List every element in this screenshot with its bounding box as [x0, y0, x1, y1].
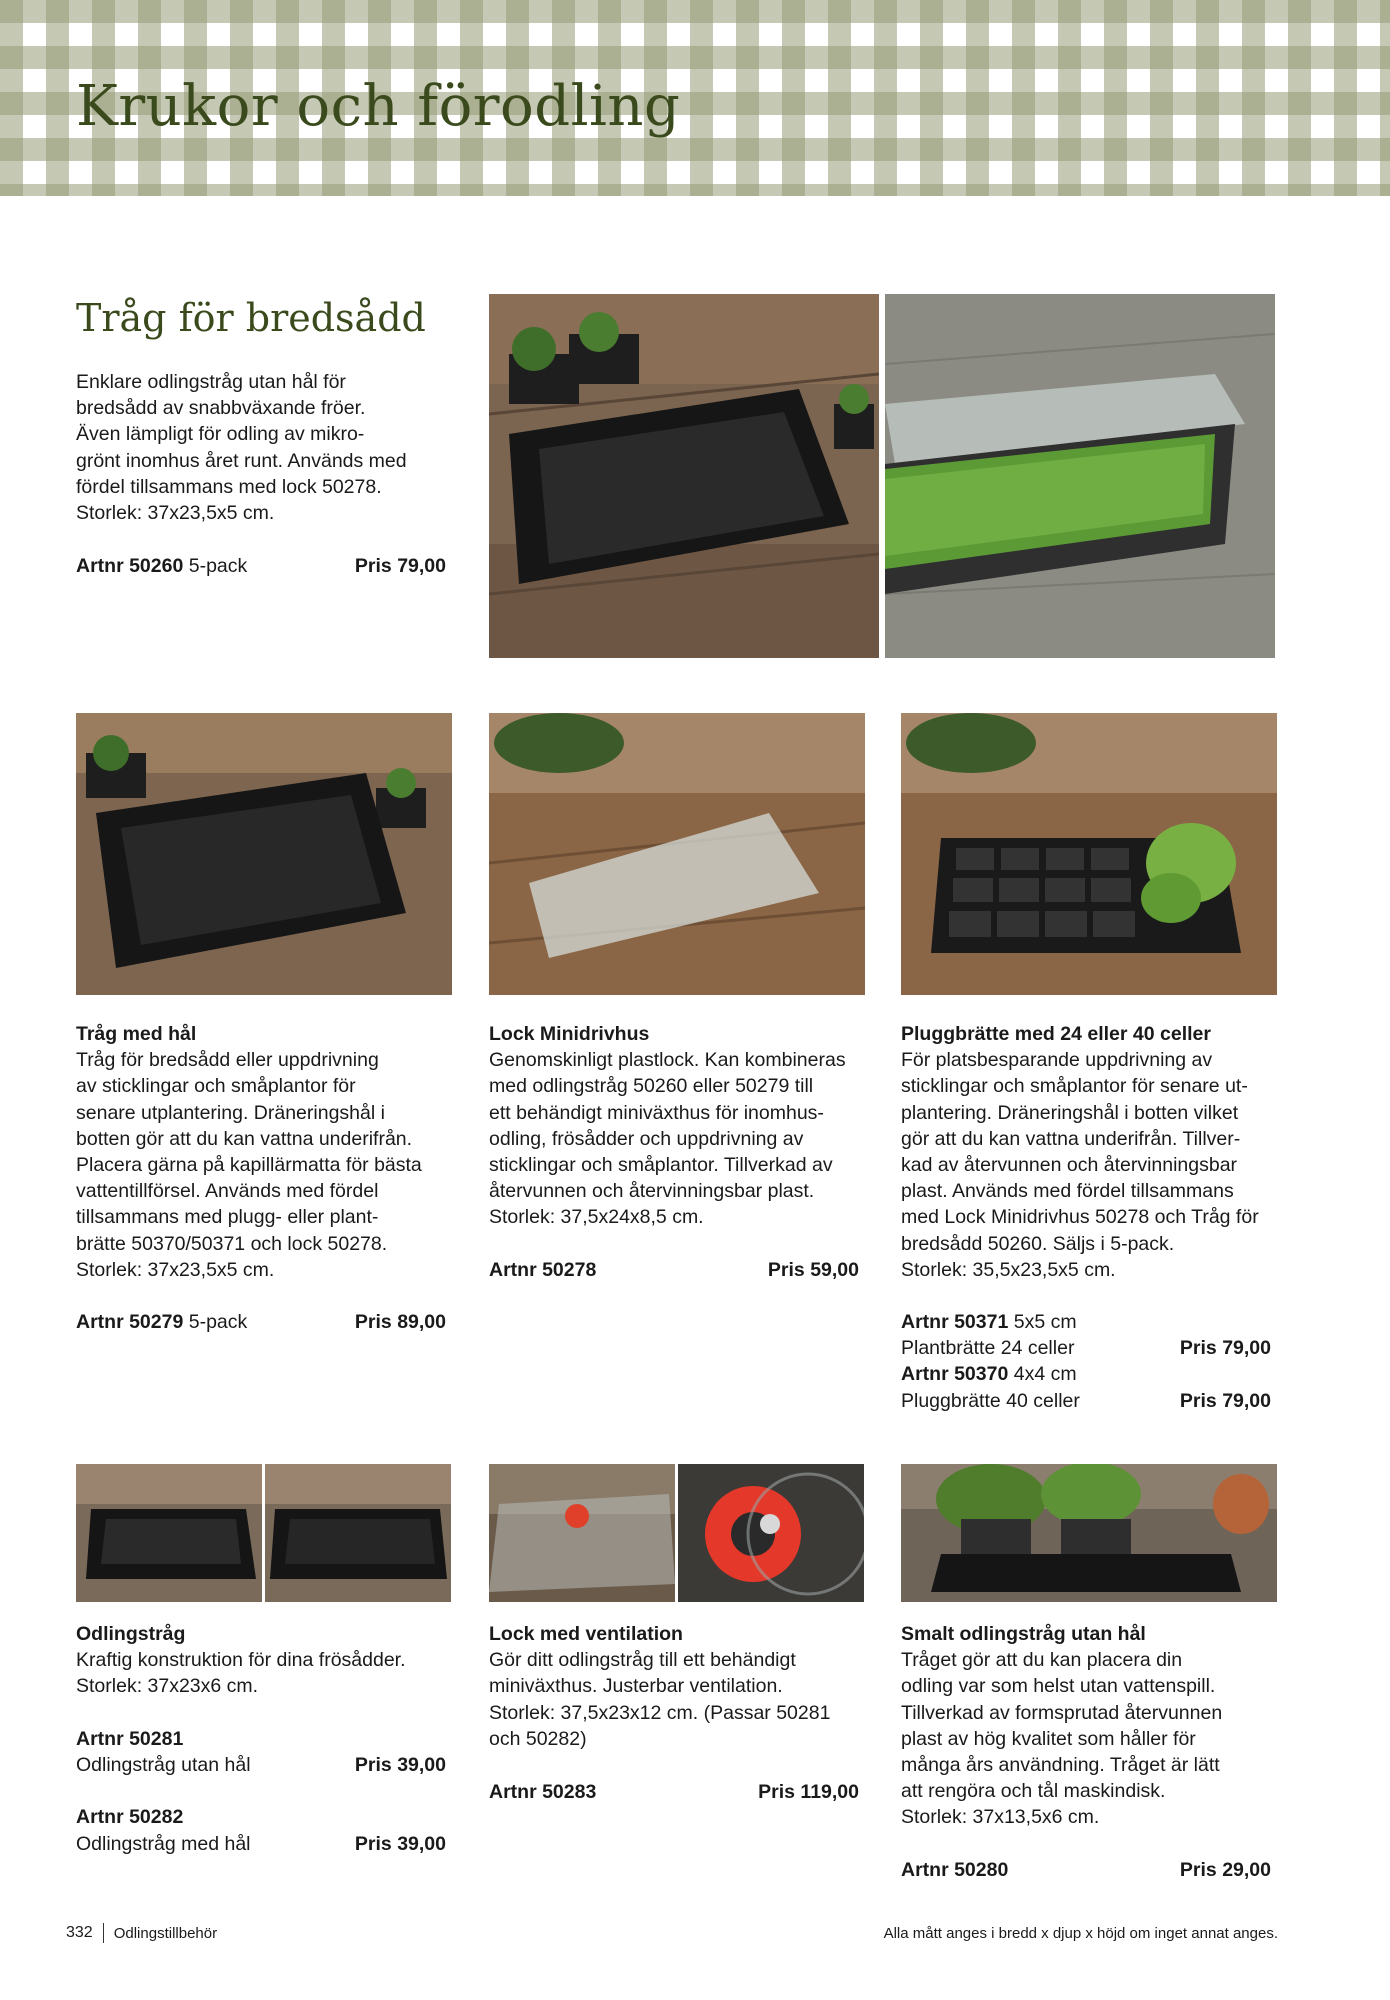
- price: Pris 79,00: [1179, 1389, 1271, 1412]
- pack-size: 5-pack: [188, 1311, 248, 1333]
- lock-ventilation-photo-1: [489, 1464, 675, 1602]
- lid-with-microgreens-photo: [885, 294, 1275, 658]
- footer-page-info: [66, 1923, 217, 1943]
- tray-photo: [489, 294, 879, 658]
- footer-section: Odlingstillbehör: [113, 1924, 218, 1942]
- variant-row: [901, 1335, 1271, 1361]
- text-line: kad av återvunnen och återvinningsbar: [901, 1154, 1238, 1177]
- article-row: [489, 1257, 859, 1283]
- text-line: plast. Används med fördel tillsammans: [901, 1180, 1234, 1203]
- text-line: av sticklingar och småplantor för: [76, 1075, 356, 1098]
- product-title: Tråg med hål: [76, 1023, 197, 1045]
- text-line: ett behändigt miniväxthus för inomhus-: [489, 1101, 824, 1124]
- text-line: Även lämpligt för odling av mikro-: [76, 423, 365, 446]
- cell-size: 5x5 cm: [1013, 1311, 1077, 1333]
- variant-list: [901, 1309, 1271, 1414]
- article-number: Artnr 50279: [76, 1311, 184, 1333]
- text-line: botten gör att du kan vattna underifrån.: [76, 1127, 413, 1150]
- product-pluggbratte: [901, 1021, 1281, 1283]
- text-line: Storlek: 37,5x24x8,5 cm.: [489, 1206, 704, 1229]
- price: Pris 29,00: [1179, 1859, 1271, 1881]
- text-line: senare utplantering. Dräneringshål i: [76, 1101, 385, 1124]
- price: Pris 119,00: [758, 1781, 859, 1803]
- text-line: Kraftig konstruktion för dina frösådder.: [76, 1649, 406, 1672]
- tray-with-holes-photo: [76, 713, 452, 995]
- footer-note: Alla mått anges i bredd x djup x höjd om inget annat anges.: [883, 1925, 1278, 1942]
- text-line: många års användning. Tråget är lätt: [901, 1754, 1220, 1777]
- text-line: Storlek: 37x23x6 cm.: [76, 1675, 259, 1698]
- text-line: med odlingstråg 50260 eller 50279 till: [489, 1075, 814, 1098]
- text-line: Gör ditt odlingstråg till ett behändigt: [489, 1649, 796, 1672]
- price: Pris 79,00: [1179, 1337, 1271, 1360]
- price: Pris 39,00: [354, 1832, 446, 1855]
- product-title: Lock med ventilation: [489, 1623, 683, 1645]
- text-line: brätte 50370/50371 och lock 50278.: [76, 1232, 388, 1255]
- text-line: med Lock Minidrivhus 50278 och Tråg för: [901, 1206, 1259, 1229]
- footer-divider: [103, 1923, 104, 1943]
- text-line: Storlek: 37x23,5x5 cm.: [76, 1258, 275, 1281]
- product-title: Odlingstråg: [76, 1623, 186, 1645]
- article-row: [901, 1857, 1271, 1883]
- text-line: tillsammans med plugg- eller plant-: [76, 1206, 379, 1229]
- text-line: Tillverkad av formsprutad återvunnen: [901, 1701, 1223, 1724]
- text-line: Placera gärna på kapillärmatta för bästa: [76, 1154, 422, 1177]
- text-line: vattentillförsel. Används med fördel: [76, 1180, 379, 1203]
- pack-size: 5-pack: [188, 555, 248, 577]
- text-line: att rengöra och tål maskindisk.: [901, 1780, 1166, 1803]
- page-title: Krukor och förodling: [76, 74, 681, 139]
- article-number: Artnr 50281: [76, 1728, 184, 1750]
- section-title: Tråg för bredsådd: [76, 296, 426, 340]
- variant-header: [901, 1361, 1271, 1387]
- text-line: grönt inomhus året runt. Används med: [76, 449, 407, 472]
- text-line: odling, frösådder och uppdrivning av: [489, 1127, 804, 1150]
- article-number: Artnr 50371: [901, 1311, 1009, 1333]
- article-number: Artnr 50278: [489, 1259, 597, 1281]
- text-line: sticklingar och småplantor. Tillverkad av: [489, 1154, 833, 1177]
- product-smalt-trag: [901, 1621, 1281, 1831]
- page-number: 332: [66, 1924, 93, 1941]
- text-line: För platsbesparande uppdrivning av: [901, 1049, 1213, 1072]
- product-title: Smalt odlingstråg utan hål: [901, 1623, 1146, 1645]
- text-line: Storlek: 37x23,5x5 cm.: [76, 502, 275, 525]
- variant-row: [76, 1831, 446, 1857]
- product-trag-med-hal: [76, 1021, 456, 1283]
- intro-article-row: [76, 553, 446, 579]
- variant-name: Pluggbrätte 40 celler: [901, 1389, 1080, 1412]
- text-line: sticklingar och småplantor för senare ut-: [901, 1075, 1248, 1098]
- product-odlingstrag: [76, 1621, 456, 1700]
- text-line: Genomskinligt plastlock. Kan kombineras: [489, 1049, 846, 1072]
- text-line: Tråget gör att du kan placera din: [901, 1649, 1183, 1672]
- clear-lid-photo: [489, 713, 865, 995]
- price: Pris 59,00: [767, 1259, 859, 1281]
- text-line: fördel tillsammans med lock 50278.: [76, 475, 382, 498]
- price: Pris 89,00: [354, 1311, 446, 1333]
- text-line: återvunnen och återvinningsbar plast.: [489, 1180, 815, 1203]
- text-line: Storlek: 35,5x23,5x5 cm.: [901, 1258, 1116, 1281]
- product-lock-ventilation: [489, 1621, 869, 1752]
- text-line: och 50282): [489, 1727, 587, 1750]
- intro-description: [76, 369, 456, 526]
- price: Pris 39,00: [354, 1754, 446, 1777]
- product-title: Lock Minidrivhus: [489, 1023, 650, 1045]
- text-line: bredsådd av snabbväxande fröer.: [76, 397, 366, 420]
- text-line: Storlek: 37,5x23x12 cm. (Passar 50281: [489, 1701, 831, 1724]
- variant-name: Odlingstråg utan hål: [76, 1754, 251, 1777]
- article-row: [489, 1779, 859, 1805]
- variant-list: [76, 1726, 446, 1857]
- article-row: [76, 1309, 446, 1335]
- narrow-tray-photo: [901, 1464, 1277, 1602]
- text-line: Enklare odlingstråg utan hål för: [76, 371, 346, 393]
- variant-header: [901, 1309, 1271, 1335]
- text-line: plast av hög kvalitet som håller för: [901, 1727, 1196, 1750]
- vent-detail-photo: [678, 1464, 864, 1602]
- text-line: bredsådd 50260. Säljs i 5-pack.: [901, 1232, 1175, 1255]
- product-lock-minidrivhus: [489, 1021, 869, 1231]
- article-number: Artnr 50283: [489, 1781, 597, 1803]
- price: Pris 79,00: [354, 555, 446, 577]
- cell-size: 4x4 cm: [1013, 1363, 1077, 1386]
- text-line: Tråg för bredsådd eller uppdrivning: [76, 1049, 379, 1072]
- text-line: gör att du kan vattna underifrån. Tillver-: [901, 1127, 1241, 1150]
- variant-row: [76, 1752, 446, 1778]
- article-number: Artnr 50260: [76, 555, 184, 577]
- article-number: Artnr 50282: [76, 1806, 184, 1829]
- article-number: Artnr 50370: [901, 1363, 1009, 1386]
- variant-name: Plantbrätte 24 celler: [901, 1337, 1075, 1360]
- plug-tray-photo: [901, 713, 1277, 995]
- text-line: Storlek: 37x13,5x6 cm.: [901, 1806, 1100, 1829]
- text-line: odling var som helst utan vattenspill.: [901, 1675, 1216, 1698]
- article-number: Artnr 50280: [901, 1859, 1009, 1881]
- variant-row: [901, 1388, 1271, 1414]
- text-line: miniväxthus. Justerbar ventilation.: [489, 1675, 783, 1698]
- odlingstrag-photo-1: [76, 1464, 262, 1602]
- variant-name: Odlingstråg med hål: [76, 1832, 251, 1855]
- odlingstrag-photo-2: [265, 1464, 451, 1602]
- text-line: plantering. Dräneringshål i botten vilket: [901, 1101, 1239, 1124]
- product-title: Pluggbrätte med 24 eller 40 celler: [901, 1023, 1211, 1045]
